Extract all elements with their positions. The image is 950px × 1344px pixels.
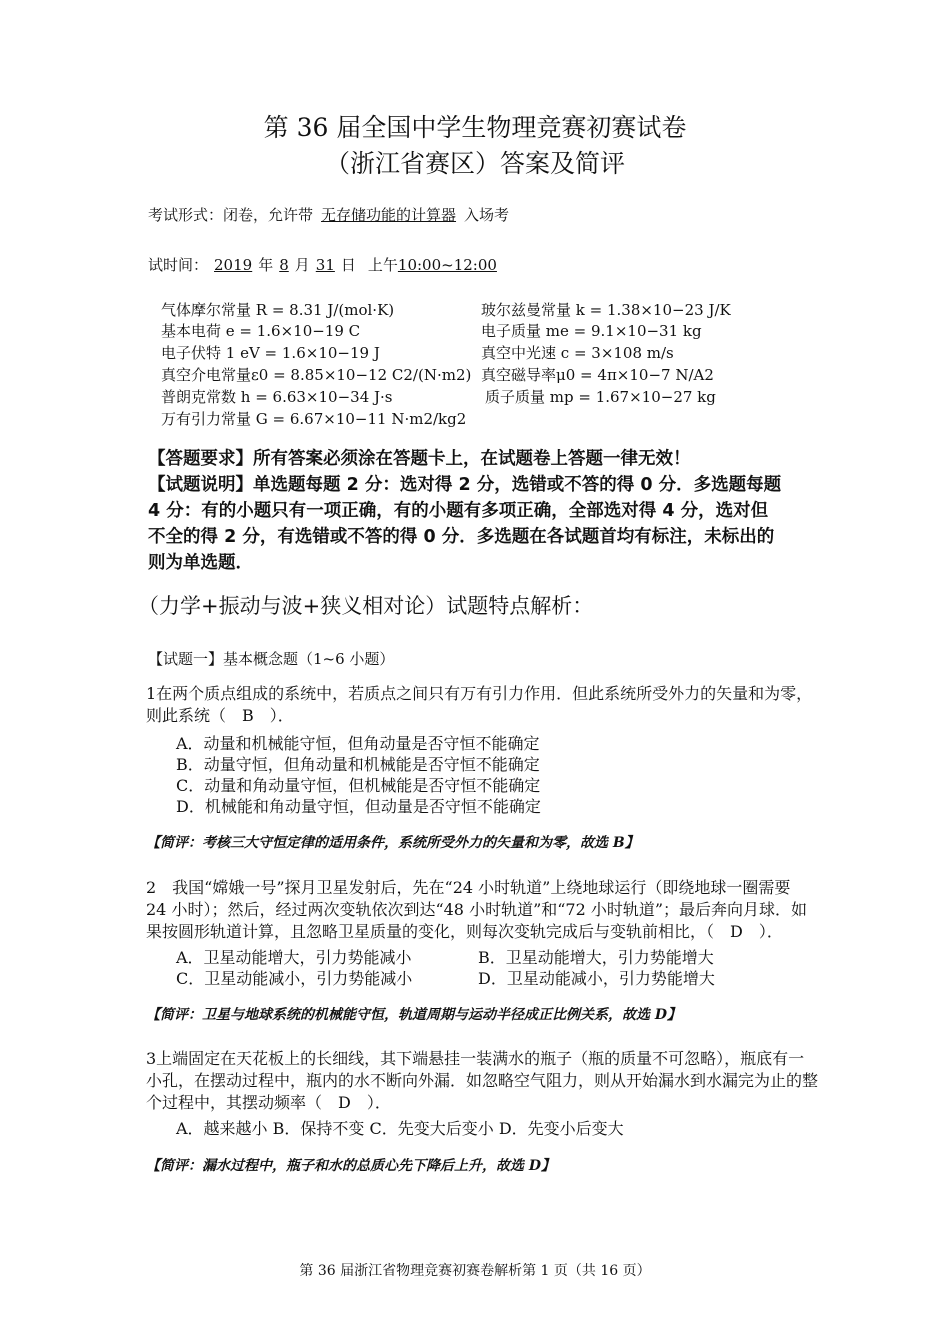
constant-gravity: 万有引力常量 G = 6.67×10−11 N·m2/kg2 <box>161 410 467 428</box>
constant-permittivity: 真空介电常量ε0 = 8.85×10−12 C2/(N·m2) <box>161 366 472 384</box>
instruction-line-2: 4 分：有的小题只有一项正确，有的小题有多项正确，全部选对得 4 分，选对但 <box>148 501 769 521</box>
instruction-line-3: 不全的得 2 分，有选错或不答的得 0 分．多选题在各试题首均有标注，未标出的 <box>148 527 775 547</box>
question-2-option-c: C．卫星动能减小，引力势能减小 <box>176 969 413 988</box>
exam-day: 31 <box>315 256 335 274</box>
constant-gas: 气体摩尔常量 R = 8.31 J/(mol·K) <box>161 301 395 319</box>
page-footer: 第 36 届浙江省物理竞赛初赛卷解析第 1 页（共 16 页） <box>299 1263 651 1279</box>
question-3-comment: 【简评：漏水过程中，瓶子和水的总质心先下降后上升，故选 D】 <box>146 1158 556 1174</box>
question-1-option-b: B．动量守恒，但角动量和机械能是否守恒不能确定 <box>176 755 540 774</box>
exam-time-range: 10:00~12:00 <box>397 256 497 274</box>
question-1-option-c: C．动量和角动量守恒，但机械能是否守恒不能确定 <box>176 776 541 795</box>
exam-form-tool: 无存储功能的计算器 <box>321 206 457 224</box>
constant-electron-mass: 电子质量 me = 9.1×10−31 kg <box>481 322 702 340</box>
page-title: 第 36 届全国中学生物理竞赛初赛试卷 <box>263 113 687 142</box>
question-3-line-2: 小孔，在摆动过程中，瓶内的水不断向外漏．如忽略空气阻力，则从开始漏水到水漏完为止的整 <box>146 1071 819 1090</box>
question-2-option-b: B．卫星动能增大，引力势能增大 <box>478 948 714 967</box>
constant-charge: 基本电荷 e = 1.6×10−19 C <box>161 322 361 340</box>
question-2-comment: 【简评：卫星与地球系统的机械能守恒，轨道周期与运动半径成正比例关系，故选 D】 <box>146 1007 682 1023</box>
exam-year: 2019 <box>214 256 253 274</box>
exam-time-prefix: 试时间： <box>148 256 209 274</box>
exam-time-line <box>148 254 497 275</box>
day-unit: 日 <box>340 256 356 274</box>
constant-planck: 普朗克常数 h = 6.63×10−34 J·s <box>161 388 393 406</box>
exam-form-prefix: 考试形式：闭卷，允许带 <box>148 206 314 224</box>
exam-month: 8 <box>279 256 289 274</box>
question-1-option-a: A．动量和机械能守恒，但角动量是否守恒不能确定 <box>176 734 540 753</box>
question-1-option-d: D．机械能和角动量守恒，但动量是否守恒不能确定 <box>176 797 541 816</box>
question-2-option-d: D．卫星动能减小，引力势能增大 <box>478 969 715 988</box>
page-subtitle: （浙江省赛区）答案及简评 <box>324 149 625 178</box>
year-unit: 年 <box>258 256 274 274</box>
group-title: 【试题一】基本概念题（1~6 小题） <box>148 650 395 668</box>
constant-proton-mass: 质子质量 mp = 1.67×10−27 kg <box>485 388 716 406</box>
question-3-line-3: 个过程中，其摆动频率（ D ）． <box>146 1093 391 1112</box>
constant-boltzmann: 玻尔兹曼常量 k = 1.38×10−23 J/K <box>481 301 731 319</box>
instruction-line-1: 【试题说明】单选题每题 2 分：选对得 2 分，选错或不答的得 0 分．多选题每题 <box>148 475 782 495</box>
constant-ev: 电子伏特 1 eV = 1.6×10−19 J <box>161 344 380 362</box>
month-unit: 月 <box>294 256 310 274</box>
constant-light-speed: 真空中光速 c = 3×108 m/s <box>481 344 674 362</box>
question-2-line-1: 2 我国“嫦娥一号”探月卫星发射后，先在“24 小时轨道”上绕地球运行（即绕地球一圈需要 <box>146 878 791 897</box>
answer-requirement: 【答题要求】所有答案必须涂在答题卡上，在试题卷上答题一律无效！ <box>148 449 691 469</box>
exam-form-suffix: 入场考 <box>464 206 510 224</box>
section-title: （力学+振动与波+狭义相对论）试题特点解析： <box>138 594 594 618</box>
exam-period: 上午 <box>367 256 398 274</box>
exam-form-line <box>148 204 509 225</box>
question-2-line-3: 果按圆形轨道计算，且忽略卫星质量的变化，则每次变轨完成后与变轨前相比，（ D ）． <box>146 922 783 941</box>
question-1-comment: 【简评：考核三大守恒定律的适用条件，系统所受外力的矢量和为零，故选 B】 <box>146 835 639 851</box>
question-3-line-1: 3上端固定在天花板上的长细线，其下端悬挂一装满水的瓶子（瓶的质量不可忽略），瓶底有一 <box>146 1049 805 1068</box>
question-2-option-a: A．卫星动能增大，引力势能减小 <box>176 948 412 967</box>
question-3-options: A．越来越小 B．保持不变 C．先变大后变小 D．先变小后变大 <box>176 1119 624 1138</box>
question-1-line-2: 则此系统（ B ）． <box>146 706 294 725</box>
question-2-line-2: 24 小时）；然后，经过两次变轨依次到达“48 小时轨道”和“72 小时轨道”；最后奔向月球．如 <box>146 900 808 919</box>
instruction-line-4: 则为单选题． <box>148 553 253 573</box>
question-1-line-1: 1在两个质点组成的系统中，若质点之间只有万有引力作用．但此系统所受外力的矢量和为零， <box>146 684 813 703</box>
constant-permeability: 真空磁导率μ0 = 4π×10−7 N/A2 <box>481 366 714 384</box>
